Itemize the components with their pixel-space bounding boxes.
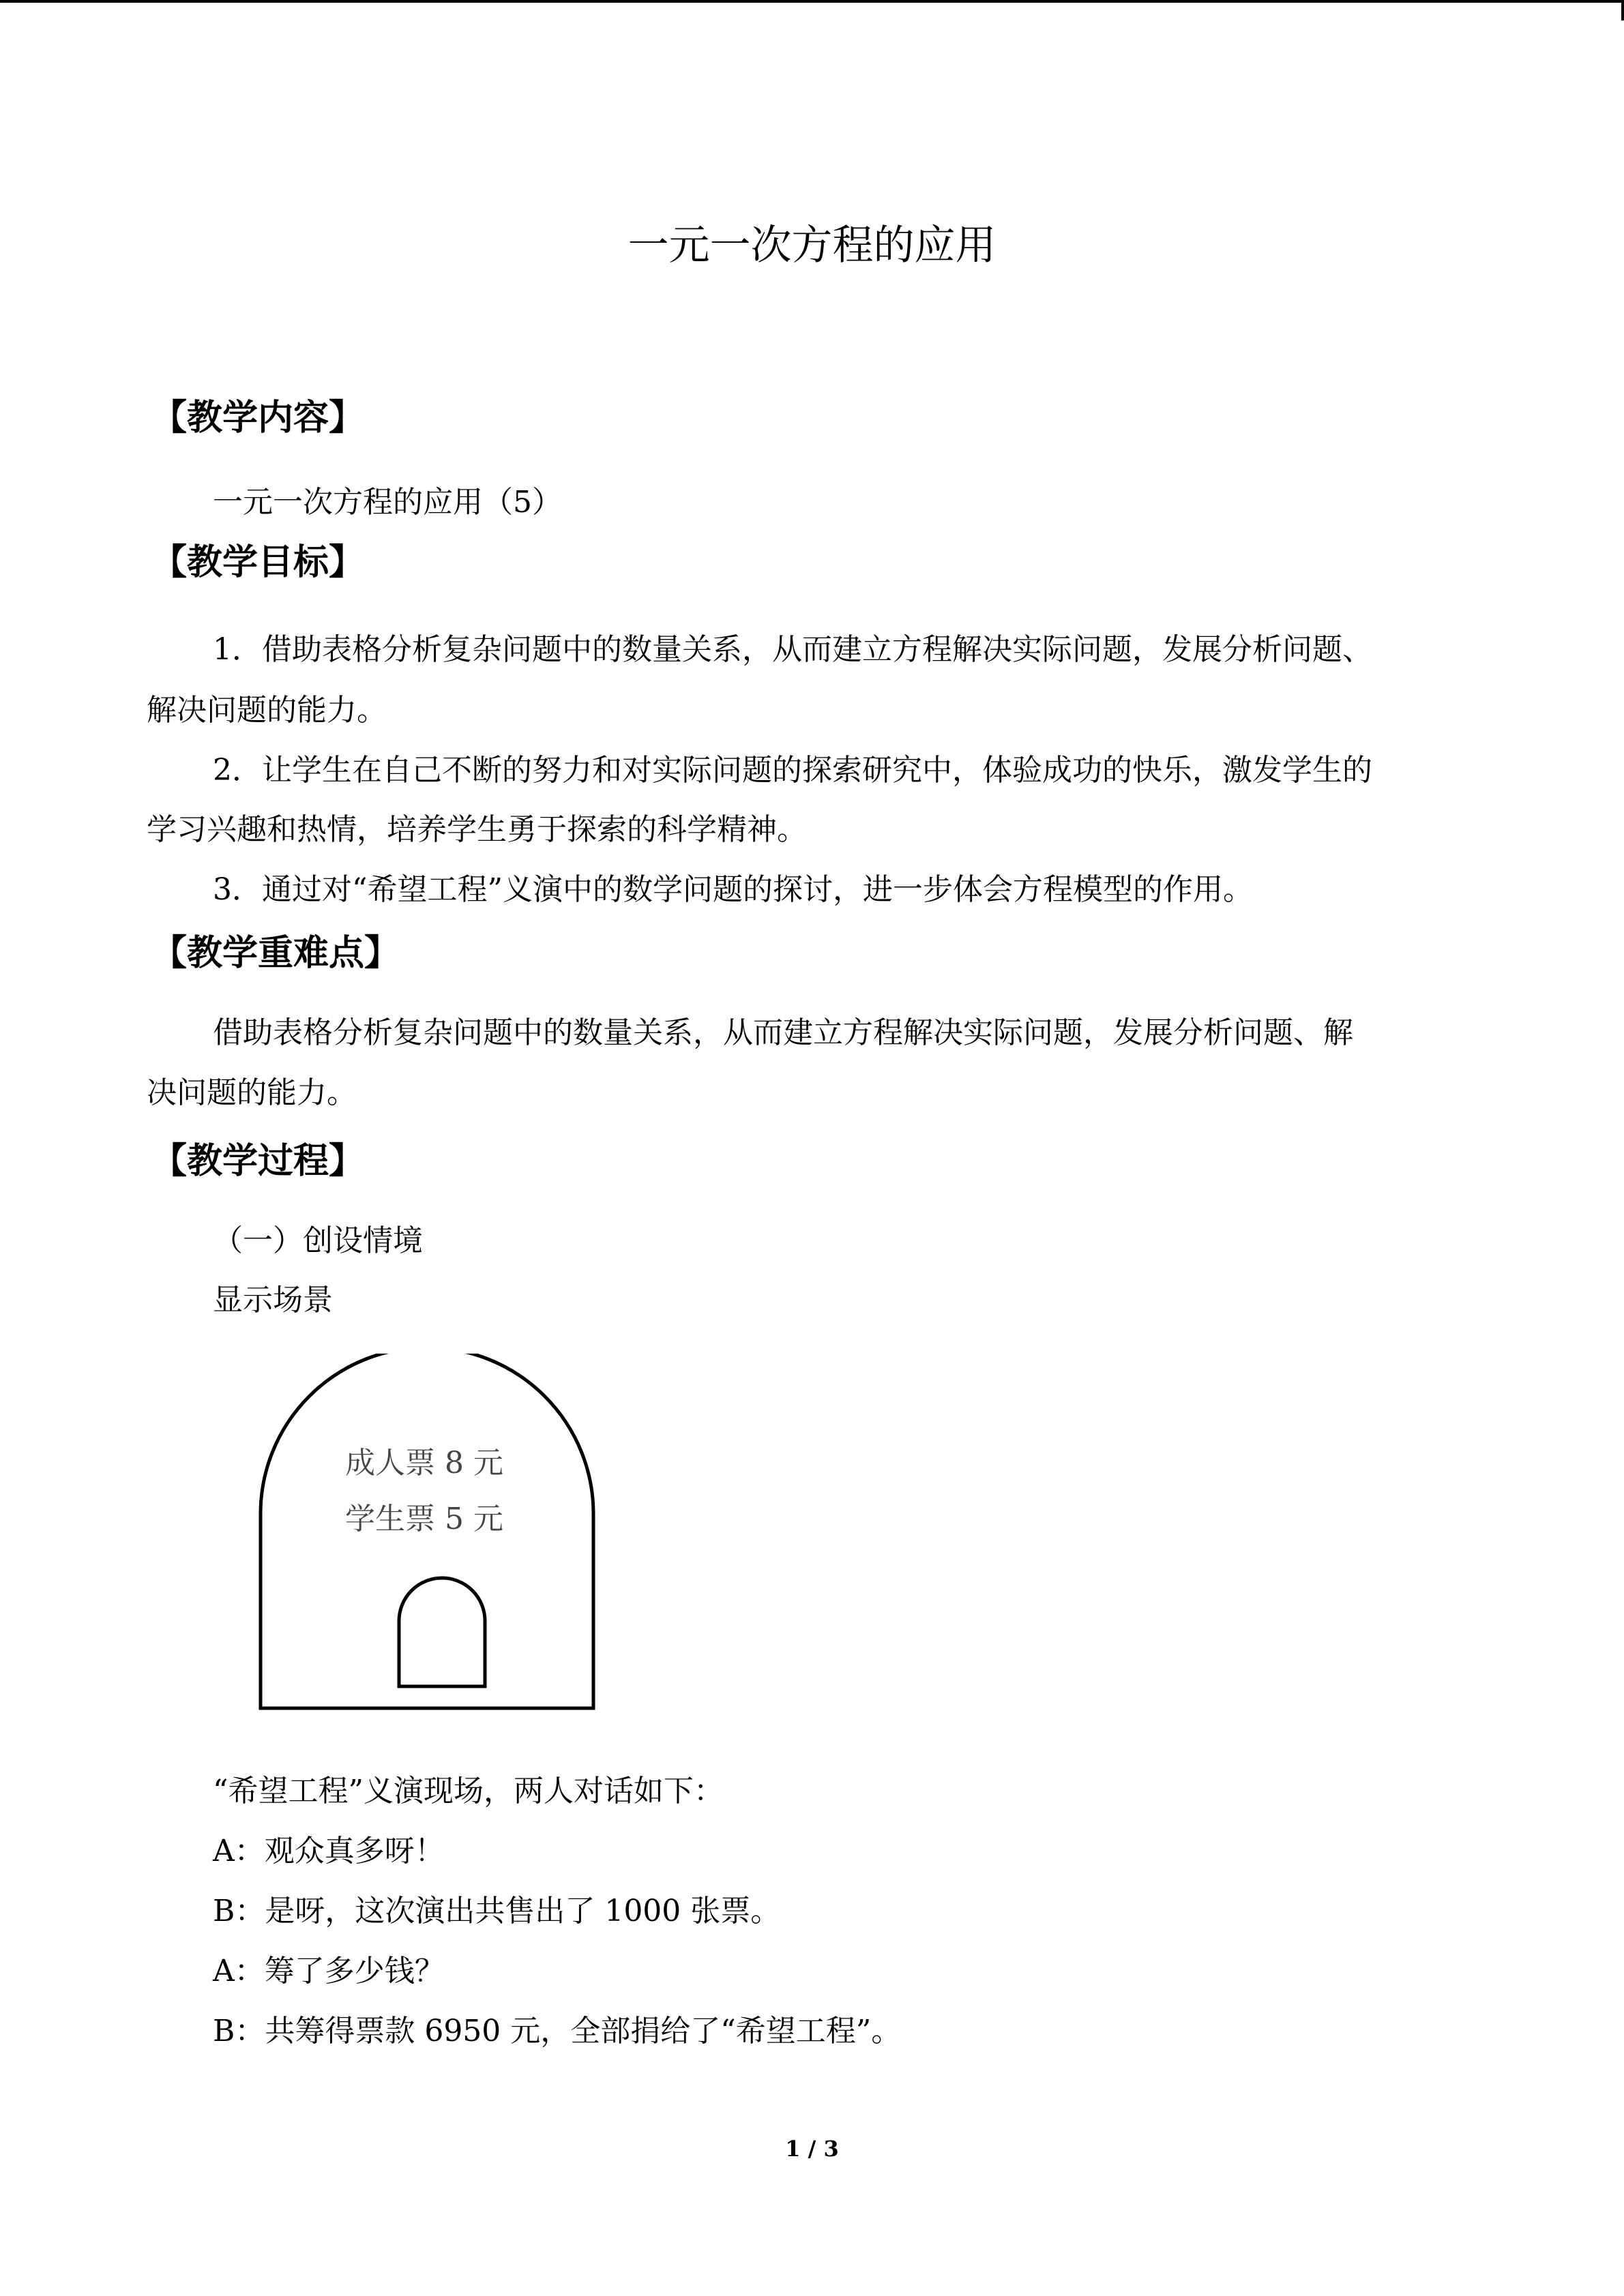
heading-teaching-goals: 【教学目标】 [151,542,365,583]
heading-teaching-process: 【教学过程】 [151,1141,365,1182]
ticket-booth-figure [252,1354,600,1715]
goal-2-line-1: 2．让学生在自己不断的努力和对实际问题的探索研究中，体验成功的快乐，激发学生的 [213,753,1372,788]
ticket-booth-drawing [252,1354,600,1715]
key-points-line-1: 借助表格分析复杂问题中的数量关系，从而建立方程解决实际问题，发展分析问题、解 [213,1015,1353,1050]
dialog-line-1: A：观众真多呀！ [213,1834,445,1868]
page-number: 1 / 3 [785,2136,839,2162]
heading-key-points: 【教学重难点】 [151,933,400,974]
dialog-line-4: B：共筹得票款 6950 元，全部捐给了“希望工程”。 [213,2014,902,2048]
goal-2-line-2: 学习兴趣和热情，培养学生勇于探索的科学精神。 [147,812,807,847]
adult-ticket-price: 成人票 8 元 [345,1446,503,1480]
goal-1-line-2: 解决问题的能力。 [147,693,387,728]
scene-label: 显示场景 [213,1283,333,1317]
heading-teaching-content: 【教学内容】 [151,398,365,438]
process-step-1: （一）创设情境 [213,1223,423,1258]
booth-window [399,1578,485,1686]
dialog-line-2: B：是呀，这次演出共售出了 1000 张票。 [213,1894,781,1928]
scene-intro: “希望工程”义演现场，两人对话如下： [213,1774,724,1808]
goal-3-line-1: 3．通过对“希望工程”义演中的数学问题的探讨，进一步体会方程模型的作用。 [213,872,1253,907]
dialog-line-3: A：筹了多少钱？ [213,1954,445,1988]
right-border-tick [1621,0,1624,20]
top-border-line [0,0,1624,3]
student-ticket-price: 学生票 5 元 [345,1502,503,1536]
goal-1-line-1: 1．借助表格分析复杂问题中的数量关系，从而建立方程解决实际问题，发展分析问题、 [213,632,1372,667]
key-points-line-2: 决问题的能力。 [147,1075,357,1110]
document-title: 一元一次方程的应用 [628,222,996,269]
teaching-content-text: 一元一次方程的应用（5） [213,485,562,520]
